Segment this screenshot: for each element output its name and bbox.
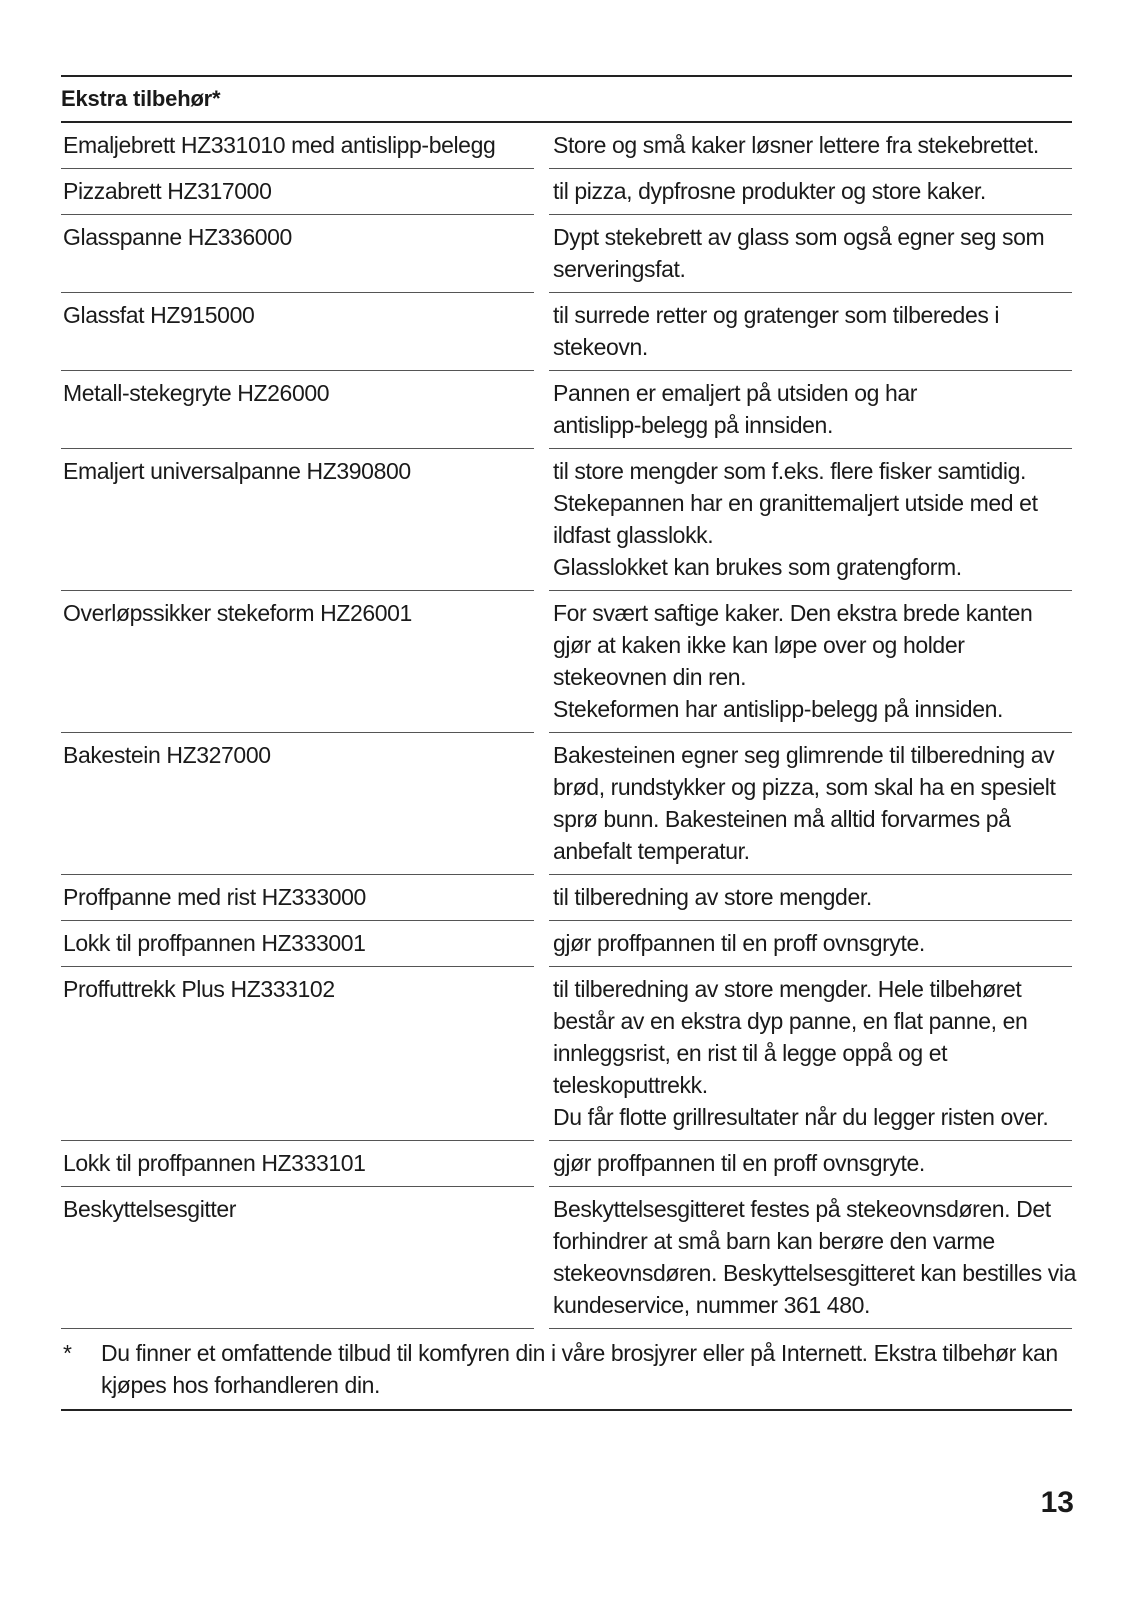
description-line: kundeservice, nummer 361 480. <box>553 1292 870 1318</box>
description-line: gjør proffpannen til en proff ovnsgryte. <box>553 1150 925 1176</box>
description-line: antislipp-belegg på innsiden. <box>553 412 833 438</box>
column-gap <box>534 1141 549 1187</box>
description-line: sprø bunn. Bakesteinen må alltid forvarmes på <box>553 806 1011 832</box>
accessory-description <box>549 591 1072 733</box>
accessory-description <box>549 123 1072 169</box>
section-title: Ekstra tilbehør* <box>61 77 1072 123</box>
description-line: Beskyttelsesgitteret festes på stekeovnsdøren. Det <box>553 1196 1051 1222</box>
description-line: til store mengder som f.eks. flere fisker samtidig. <box>553 458 1026 484</box>
description-line: serveringsfat. <box>553 256 686 282</box>
accessory-name: Lokk til proffpannen HZ333001 <box>61 921 534 967</box>
footnote <box>61 1329 1072 1411</box>
accessory-description <box>549 293 1072 371</box>
description-line: stekeovn. <box>553 334 648 360</box>
description-line: Stekepannen har en granittemaljert utside med et <box>553 490 1038 516</box>
column-gap <box>534 1187 549 1329</box>
column-gap <box>534 875 549 921</box>
page-number: 13 <box>1040 1486 1074 1519</box>
description-line: gjør proffpannen til en proff ovnsgryte. <box>553 930 925 956</box>
table-row <box>61 371 1072 449</box>
accessory-name: Glassfat HZ915000 <box>61 293 534 371</box>
footnote-text <box>101 1337 1072 1401</box>
column-gap <box>534 215 549 293</box>
accessory-name: Proffuttrekk Plus HZ333102 <box>61 967 534 1141</box>
footnote-mark: * <box>63 1340 72 1366</box>
table-row <box>61 875 1072 921</box>
accessory-description <box>549 371 1072 449</box>
table-row <box>61 449 1072 591</box>
description-line: forhindrer at små barn kan berøre den varme <box>553 1228 995 1254</box>
column-gap <box>534 591 549 733</box>
accessory-name: Lokk til proffpannen HZ333101 <box>61 1141 534 1187</box>
table-row <box>61 967 1072 1141</box>
accessory-name: Pizzabrett HZ317000 <box>61 169 534 215</box>
column-gap <box>534 123 549 169</box>
accessory-name: Emaljebrett HZ331010 med antislipp-belegg <box>61 123 534 169</box>
table-row <box>61 293 1072 371</box>
description-line: ildfast glasslokk. <box>553 522 714 548</box>
accessory-description <box>549 169 1072 215</box>
description-line: For svært saftige kaker. Den ekstra brede kanten <box>553 600 1033 626</box>
column-gap <box>534 293 549 371</box>
description-line: stekeovnen din ren. <box>553 664 747 690</box>
accessory-name: Beskyttelsesgitter <box>61 1187 534 1329</box>
description-line: innleggsrist, en rist til å legge oppå og et <box>553 1040 948 1066</box>
description-line: Store og små kaker løsner lettere fra stekebrettet. <box>553 132 1039 158</box>
description-line: Bakesteinen egner seg glimrende til tilberedning av <box>553 742 1055 768</box>
accessory-description <box>549 733 1072 875</box>
table-row <box>61 591 1072 733</box>
description-line: til surrede retter og gratenger som tilberedes i <box>553 302 1000 328</box>
description-line: består av en ekstra dyp panne, en flat panne, en <box>553 1008 1028 1034</box>
table-row <box>61 921 1072 967</box>
accessory-description <box>549 875 1072 921</box>
accessory-description <box>549 1187 1076 1329</box>
table-row <box>61 169 1072 215</box>
table-row <box>61 1141 1072 1187</box>
accessory-name: Overløpssikker stekeform HZ26001 <box>61 591 534 733</box>
footnote-line: Du finner et omfattende tilbud til komfyren din i våre brosjyrer eller på Internett. Ekstra tilbehør kan <box>101 1340 1058 1366</box>
accessory-description <box>549 967 1072 1141</box>
accessories-table <box>61 75 1076 1329</box>
footnote-line: kjøpes hos forhandleren din. <box>101 1372 381 1398</box>
description-line: til tilberedning av store mengder. <box>553 884 872 910</box>
accessory-name: Proffpanne med rist HZ333000 <box>61 875 534 921</box>
description-line: Stekeformen har antislipp-belegg på innsiden. <box>553 696 1003 722</box>
column-gap <box>534 733 549 875</box>
description-line: til pizza, dypfrosne produkter og store kaker. <box>553 178 986 204</box>
description-line: til tilberedning av store mengder. Hele tilbehøret <box>553 976 1022 1002</box>
description-line: gjør at kaken ikke kan løpe over og holder <box>553 632 965 658</box>
accessory-name: Glasspanne HZ336000 <box>61 215 534 293</box>
accessory-description <box>549 449 1072 591</box>
table-row <box>61 215 1072 293</box>
accessories-page <box>61 75 1076 1411</box>
accessory-description <box>549 215 1072 293</box>
description-line: Glasslokket kan brukes som gratengform. <box>553 554 962 580</box>
accessory-name: Emaljert universalpanne HZ390800 <box>61 449 534 591</box>
table-row <box>61 1187 1076 1329</box>
description-line: anbefalt temperatur. <box>553 838 750 864</box>
column-gap <box>534 967 549 1141</box>
table-row <box>61 733 1072 875</box>
description-line: stekeovnsdøren. Beskyttelsesgitteret kan bestilles via <box>553 1260 1076 1286</box>
accessory-name: Metall-stekegryte HZ26000 <box>61 371 534 449</box>
accessory-description <box>549 921 1072 967</box>
accessory-name: Bakestein HZ327000 <box>61 733 534 875</box>
column-gap <box>534 169 549 215</box>
column-gap <box>534 921 549 967</box>
table-row <box>61 123 1072 169</box>
description-line: Du får flotte grillresultater når du legger risten over. <box>553 1104 1049 1130</box>
description-line: brød, rundstykker og pizza, som skal ha en spesielt <box>553 774 1056 800</box>
description-line: Pannen er emaljert på utsiden og har <box>553 380 918 406</box>
description-line: teleskoputtrekk. <box>553 1072 708 1098</box>
column-gap <box>534 449 549 591</box>
accessory-description <box>549 1141 1072 1187</box>
accessory-rows <box>61 123 1076 1329</box>
column-gap <box>534 371 549 449</box>
description-line: Dypt stekebrett av glass som også egner seg som <box>553 224 1045 250</box>
